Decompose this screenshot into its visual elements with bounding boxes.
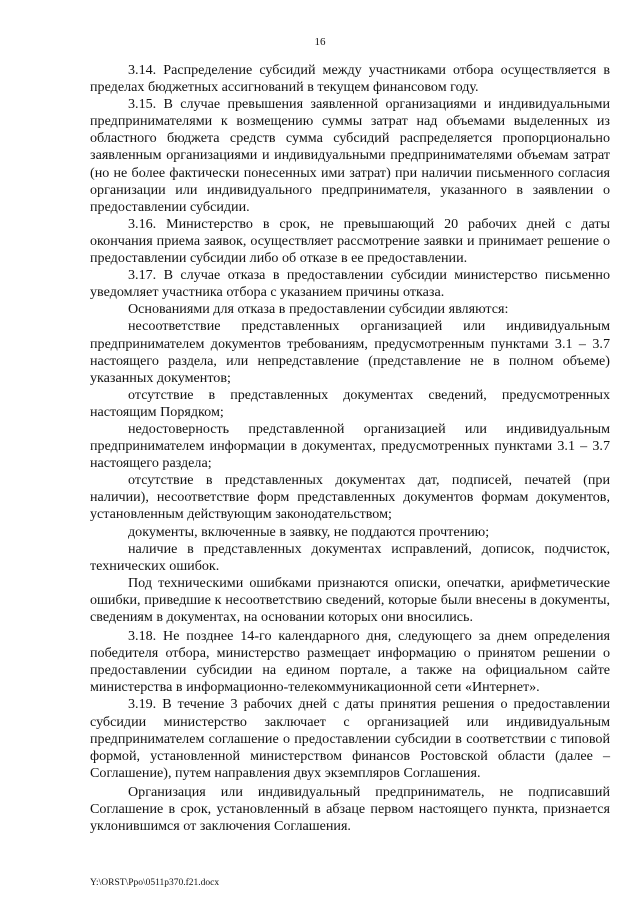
paragraph-refusal-ground-nonconformity: несоответствие представленных организацией или индивидуальным предпринимателем документов требованиям, предусмотренным пунктами 3.1 – 3.7 настоящего раздела, или непредставление (представление не в полном объеме) указанных документов; bbox=[90, 318, 610, 386]
footer-file-path: Y:\ORST\Ppo\0511p370.f21.docx bbox=[90, 878, 220, 888]
paragraph-technical-errors-definition: Под техническими ошибками признаются описки, опечатки, арифметические ошибки, приведшие к несоответствию сведений, которые были внесены в документы, сведениям в документах, на основании которых они вносились. bbox=[90, 574, 610, 625]
paragraph-refusal-ground-unreliable-info: недостоверность представленной организацией или индивидуальным предпринимателем информации в документах, предусмотренных пунктами 3.1 – 3.7 настоящего раздела; bbox=[90, 420, 610, 472]
paragraph-3-15: 3.15. В случае превышения заявленной организациями и индивидуальными предпринимателями к возмещению суммы затрат над объемами выделенных из областного бюджета средств сумма субсидий распределяется пропорционально заявленным организациями и индивидуальными предпринимателями объемам затрат (но не более фактически понесенных ими затрат) при наличии письменного согласия организации или индивидуального предпринимателя, указанного в заявлении о предоставлении субсидии. bbox=[90, 96, 610, 215]
paragraph-3-18: 3.18. Не позднее 14-го календарного дня, следующего за днем определения победителя отбора, министерство размещает информацию о принятом решении о предоставлении субсидии на едином портале, а также на официальном сайте министерства в информационно-телекоммуникационной сети «Интернет». bbox=[90, 628, 610, 696]
paragraph-3-17: 3.17. В случае отказа в предоставлении субсидии министерство письменно уведомляет участника отбора с указанием причины отказа. bbox=[90, 267, 610, 301]
paragraph-refusal-grounds-intro: Основаниями для отказа в предоставлении субсидии являются: bbox=[128, 301, 509, 318]
page-number: 16 bbox=[314, 36, 326, 48]
paragraph-3-16: 3.16. Министерство в срок, не превышающий 20 рабочих дней с даты окончания приема заявок, осуществляет рассмотрение заявки и принимает решение о предоставлении субсидии либо об отказе в ее предоставлении. bbox=[90, 215, 610, 267]
paragraph-3-14: 3.14. Распределение субсидий между участниками отбора осуществляется в пределах бюджетных ассигнований в текущем финансовом году. bbox=[90, 62, 610, 96]
paragraph-refusal-ground-corrections: наличие в представленных документах исправлений, дописок, подчисток, технических ошибок. bbox=[90, 540, 610, 574]
paragraph-refusal-ground-missing-signatures: отсутствие в представленных документах дат, подписей, печатей (при наличии), несоответствие форм представленных документов формам документов, установленным действующим законодательством; bbox=[90, 472, 610, 523]
paragraph-3-19: 3.19. В течение 3 рабочих дней с даты принятия решения о предоставлении субсидии министерство заключает с организацией или индивидуальным предпринимателем соглашение о предоставлении субсидии в соответствии с типовой формой, установленной министерством финансов Ростовской области (далее – Соглашение), путем направления двух экземпляров Соглашения. bbox=[90, 696, 610, 781]
paragraph-refusal-ground-unreadable: документы, включенные в заявку, не поддаются прочтению; bbox=[128, 523, 490, 540]
paragraph-agreement-evasion: Организация или индивидуальный предприниматель, не подписавший Соглашение в срок, установленный в абзаце первом настоящего пункта, признается уклонившимся от заключения Соглашения. bbox=[90, 783, 610, 835]
document-body bbox=[90, 62, 610, 835]
paragraph-refusal-ground-missing-info: отсутствие в представленных документах сведений, предусмотренных настоящим Порядком; bbox=[90, 386, 610, 420]
